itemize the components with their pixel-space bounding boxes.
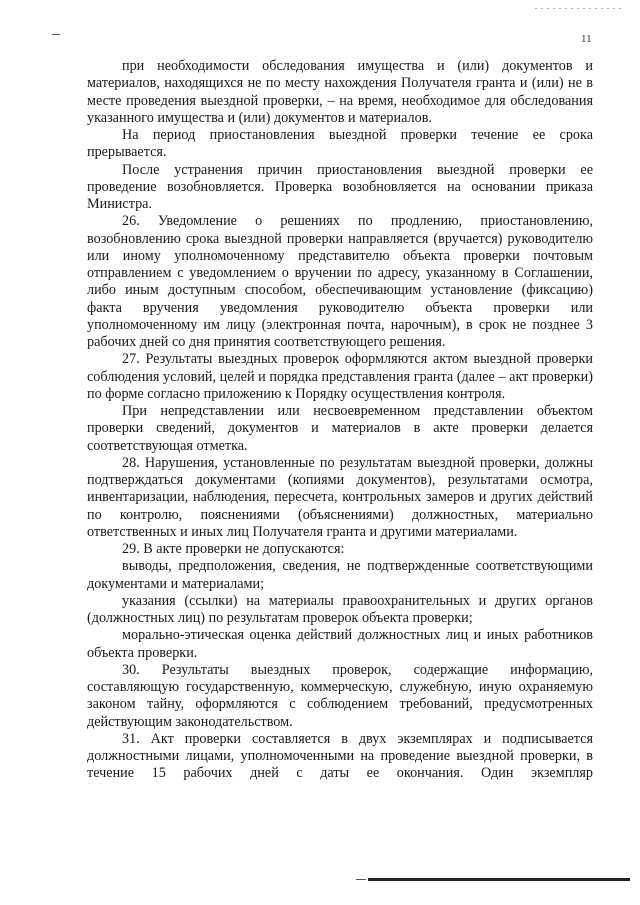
paragraph-item-27: 27. Результаты выездных проверок оформляются актом выездной проверки соблюдения условий, целей и порядка представления гранта (далее – акт проверки) по форме согласно приложению к Порядку осуществления контроля. [87, 351, 593, 402]
list-item: выводы, предположения, сведения, не подтвержденные соответствующими документами и материалами; [87, 558, 593, 592]
paragraph-item-28: 28. Нарушения, установленные по результатам выездной проверки, должны подтверждаться документами (копиями документов), результатами осмотра, инвентаризации, наблюдения, пересчета, контрольных замеров и других действий по контролю, пояснениями (объяснениями) должностных, материально ответственных и иных лиц Получателя гранта и другими материалами. [87, 454, 593, 540]
page-bottom-edge [368, 878, 630, 881]
scan-artifact-top [535, 8, 625, 9]
page-number: 11 [581, 33, 592, 45]
document-body [87, 58, 593, 783]
list-item: указания (ссылки) на материалы правоохранительных и других органов (должностных лиц) по результатам проверок объекта проверки; [87, 592, 593, 626]
list-item: морально-этическая оценка действий должностных лиц и иных работников объекта проверки. [87, 627, 593, 661]
paragraph: при необходимости обследования имущества и (или) документов и материалов, находящихся не по месту нахождения Получателя гранта и (или) не в месте проведения выездной проверки, – на время, необходимое для обследования указанного имущества и (или) документов и материалов. [87, 58, 593, 126]
paragraph: После устранения причин приостановления выездной проверки ее проведение возобновляется. Проверка возобновляется на основании приказа Министра. [87, 161, 593, 212]
scan-artifact-left [52, 34, 60, 35]
paragraph: На период приостановления выездной проверки течение ее срока прерывается. [87, 127, 593, 161]
paragraph: При непредставлении или несвоевременном представлении объектом проверки сведений, документов и материалов в акте проверки делается соответствующая отметка. [87, 403, 593, 454]
paragraph-item-26: 26. Уведомление о решениях по продлению, приостановлению, возобновлению срока выездной проверки направляется (вручается) руководителю или иному уполномоченному представителю объекта проверки почтовым отправлением с уведомлением о вручении по адресу, указанному в Соглашении, либо иным доступным способом, обеспечивающим установление (фиксацию) факта вручения уведомления руководителю объекта проверки или уполномоченному им лицу (электронная почта, нарочным), в срок не позднее 3 рабочих дней со дня принятия соответствующего решения. [87, 213, 593, 350]
paragraph-item-29: 29. В акте проверки не допускаются: [122, 541, 345, 557]
paragraph-item-30: 30. Результаты выездных проверок, содержащие информацию, составляющую государственную, коммерческую, служебную, иную охраняемую законом тайну, оформляются с соблюдением требований, предусмотренных действующим законодательством. [87, 661, 593, 730]
paragraph-item-31: 31. Акт проверки составляется в двух экземплярах и подписывается должностными лицами, уполномоченными на проведение выездной проверки, в течение 15 рабочих дней с даты ее окончания. Один экземпляр [87, 730, 593, 782]
